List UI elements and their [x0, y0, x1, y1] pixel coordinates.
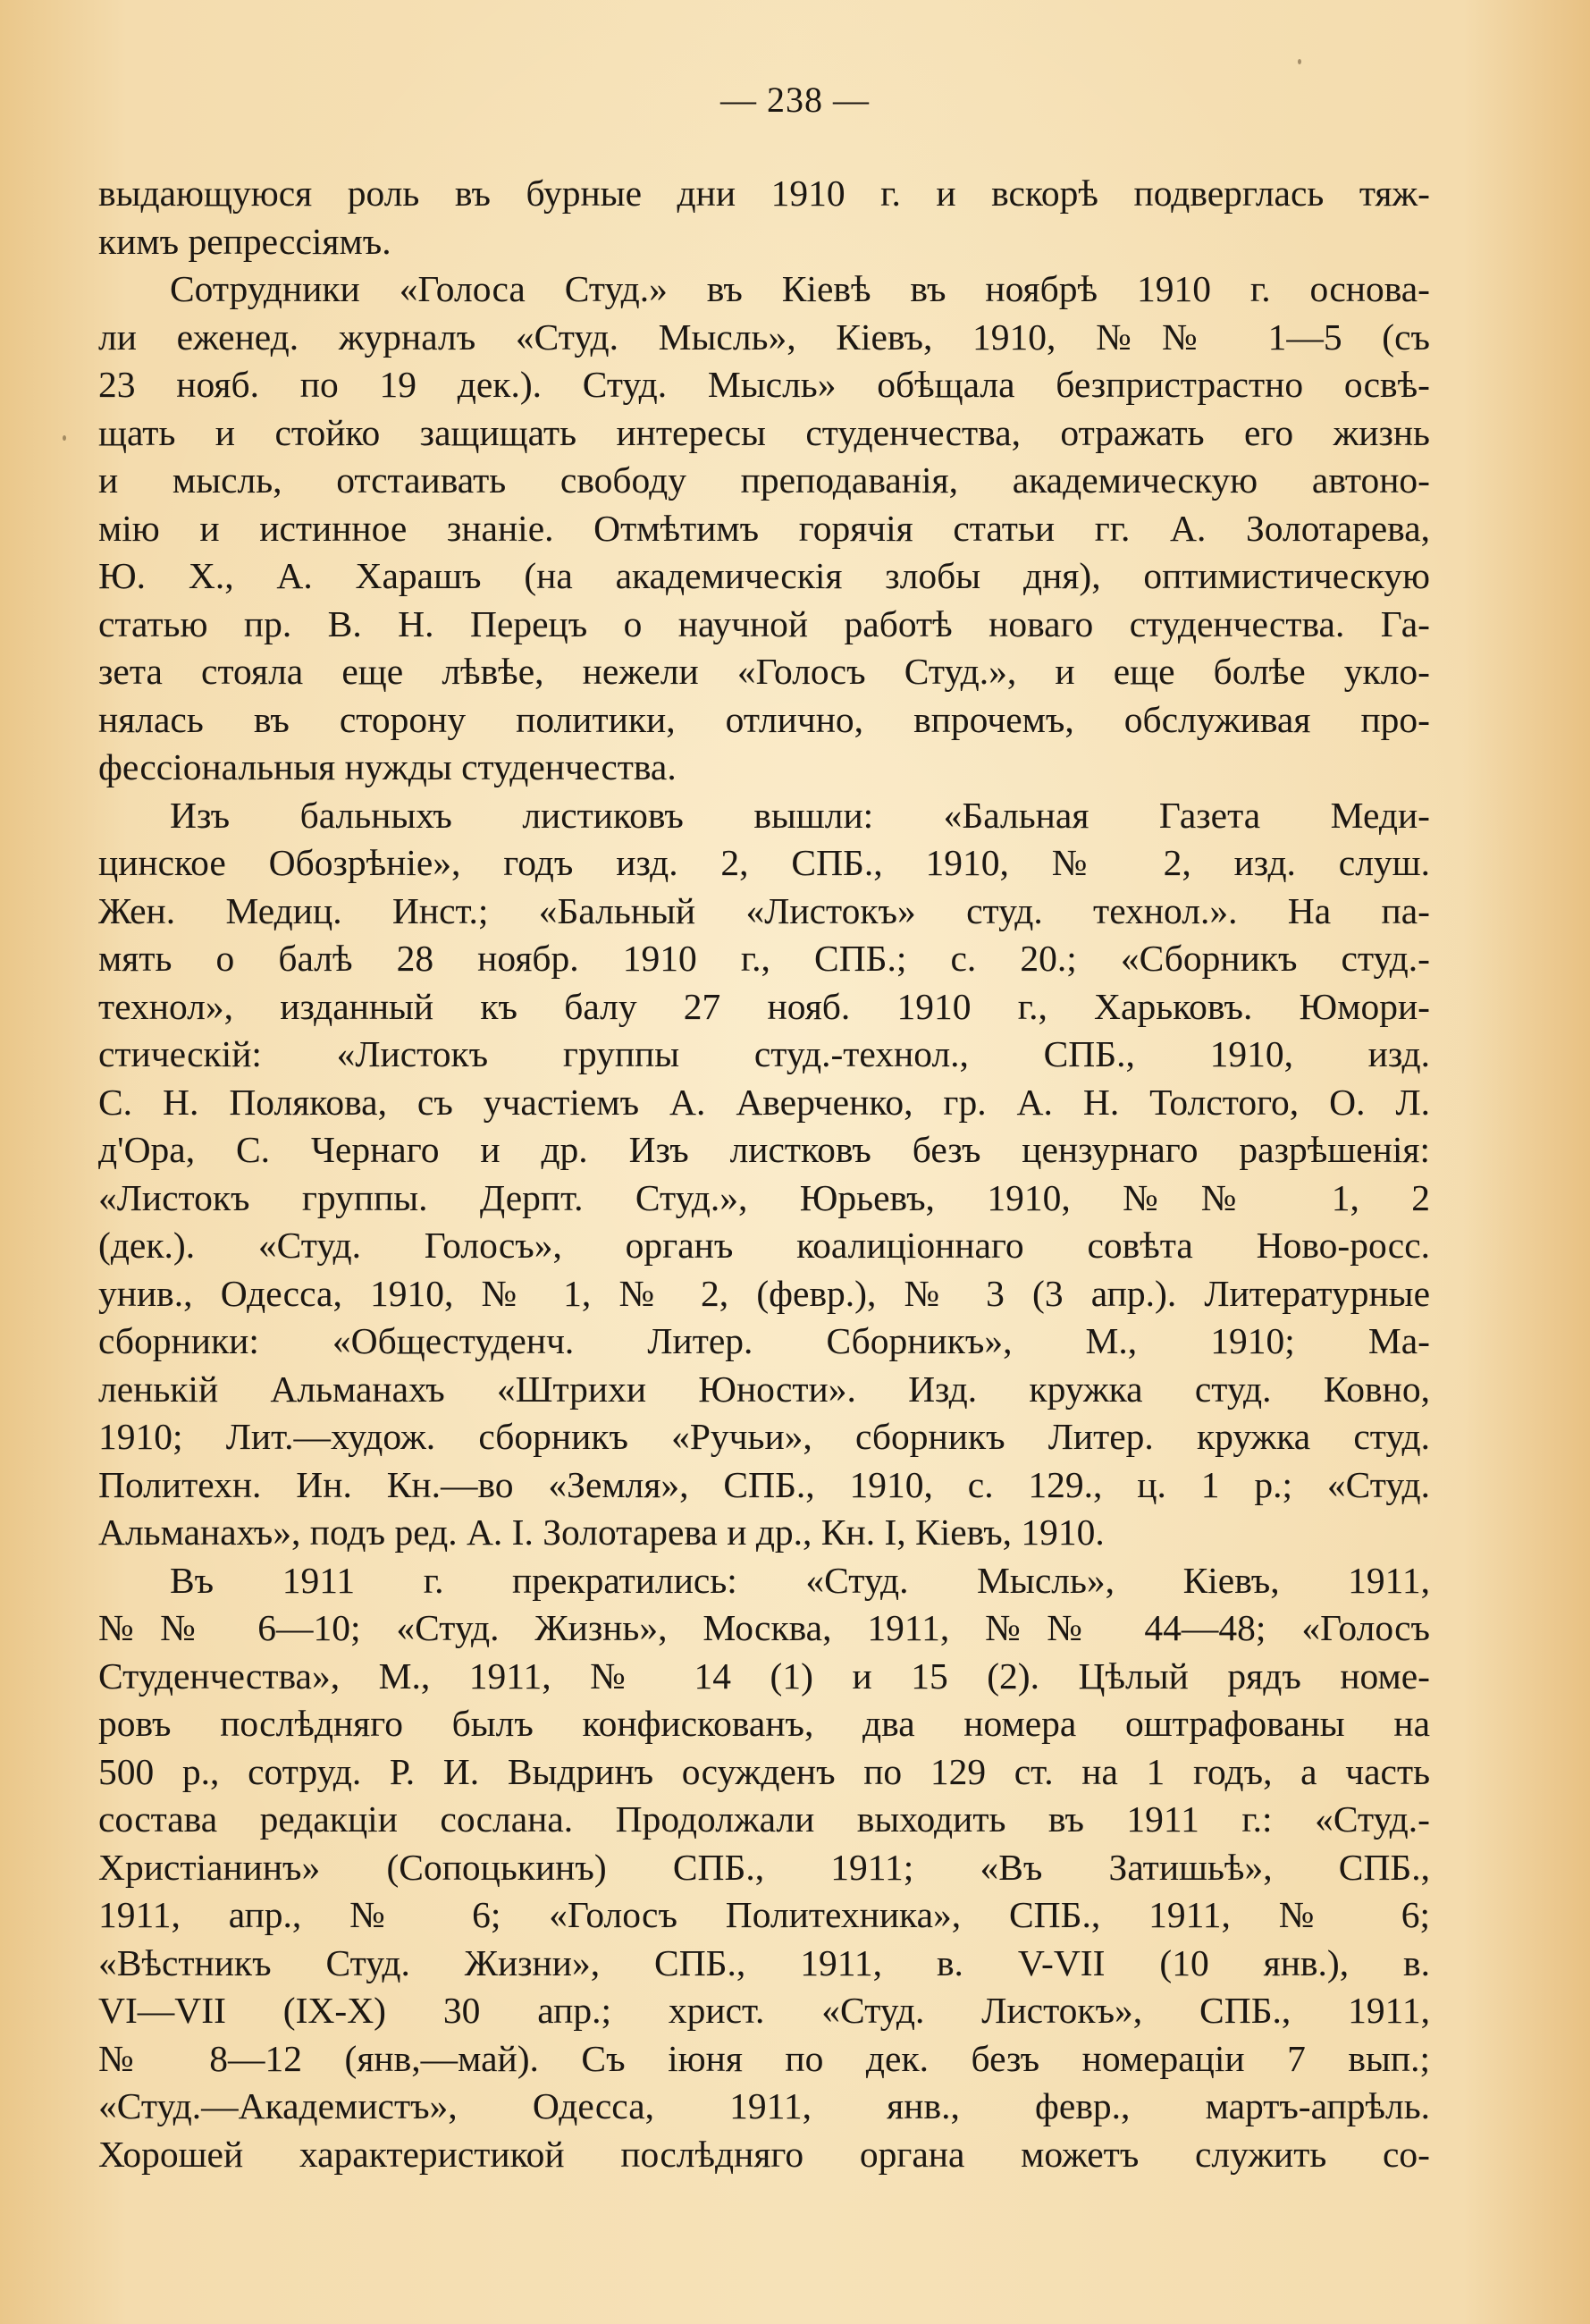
text-line: «Студ.—Академистъ», Одесса, 1911, янв., февр., мартъ-апрѣль.	[98, 2085, 1430, 2126]
text-line: 1911, апр., № 6; «Голосъ Политехника», СПБ., 1911, № 6;	[98, 1894, 1430, 1935]
text-line: Студенчества», М., 1911, № 14 (1) и 15 (2). Цѣлый рядъ номе-	[98, 1655, 1430, 1697]
ink-speck	[1298, 59, 1301, 64]
text-line: Политехн. Ин. Кн.—во «Земля», СПБ., 1910, с. 129., ц. 1 р.; «Студ.	[98, 1463, 1430, 1505]
page-number: — 238 —	[720, 80, 870, 120]
text-line: унив., Одесса, 1910, № 1, № 2, (февр.), № 3 (3 апр.). Литературные	[98, 1272, 1430, 1314]
text-line: Хорошей характеристикой послѣдняго органа можетъ служить со-	[98, 2133, 1430, 2175]
text-line: Христіанинъ» (Сопоцькинъ) СПБ., 1911; «Въ Затишьѣ», СПБ.,	[98, 1846, 1430, 1888]
text-line: статью пр. В. Н. Перецъ о научной работѣ новаго студенчества. Га-	[98, 602, 1430, 644]
text-line: мять о балѣ 28 ноябр. 1910 г., СПБ.; с. 20.; «Сборникъ студ.-	[98, 938, 1430, 979]
text-line: (дек.). «Студ. Голосъ», органъ коалиціоннаго совѣта Ново-росс.	[98, 1225, 1430, 1266]
text-line: 1910; Лит.—худож. сборникъ «Ручьи», сборникъ Литер. кружка студ.	[98, 1416, 1430, 1457]
text-line: №№ 6—10; «Студ. Жизнь», Москва, 1911, №№ 44—48; «Голосъ	[98, 1607, 1430, 1648]
text-line: Въ 1911 г. прекратились: «Студ. Мысль», Кіевъ, 1911,	[170, 1559, 1430, 1601]
text-line: № 8—12 (янв,—май). Съ іюня по дек. безъ номераціи 7 вып.;	[98, 2037, 1430, 2079]
text-line: кимъ репрессіямъ.	[98, 220, 391, 262]
text-line: Изъ бальныхъ листиковъ вышли: «Бальная Газета Меди-	[170, 794, 1430, 836]
body-text	[98, 170, 1430, 2178]
text-line: ли еженед. журналъ «Студ. Мысль», Кіевъ, 1910, №№ 1—5 (съ	[98, 316, 1430, 358]
text-line: «Листокъ группы. Дерпт. Студ.», Юрьевъ, 1910, №№ 1, 2	[98, 1176, 1430, 1218]
text-line: Жен. Медиц. Инст.; «Бальный «Листокъ» студ. технол.». На па-	[98, 889, 1430, 931]
text-line: щать и стойко защищать интересы студенчества, отражать его жизнь	[98, 411, 1430, 453]
text-line: Сотрудники «Голоса Студ.» въ Кіевѣ въ ноябрѣ 1910 г. основа-	[170, 268, 1430, 309]
text-line: мію и истинное знаніе. Отмѣтимъ горячія статьи гг. А. Золотарева,	[98, 507, 1430, 549]
text-line: 23 нояб. по 19 дек.). Студ. Мысль» обѣщала безпристрастно освѣ-	[98, 364, 1430, 405]
text-line: VI—VII (IX-X) 30 апр.; христ. «Студ. Листокъ», СПБ., 1911,	[98, 1990, 1430, 2031]
text-line: и мысль, отстаивать свободу преподаванія, академическую автоно-	[98, 459, 1430, 501]
text-line: нялась въ сторону политики, отлично, впрочемъ, обслуживая про-	[98, 698, 1430, 740]
text-line: Ю. Х., А. Харашъ (на академическія злобы дня), оптимистическую	[98, 555, 1430, 596]
text-line: выдающуюся роль въ бурные дни 1910 г. и вскорѣ подверглась тяж-	[98, 173, 1430, 214]
text-line: фессіональныя нужды студенчества.	[98, 746, 677, 787]
text-line: зета стояла еще лѣвѣе, нежели «Голосъ Студ.», и еще болѣе укло-	[98, 651, 1430, 692]
text-line: ленькій Альманахъ «Штрихи Юности». Изд. кружка студ. Ковно,	[98, 1368, 1430, 1410]
text-line: «Вѣстникъ Студ. Жизни», СПБ., 1911, в. V-VII (10 янв.), в.	[98, 1941, 1430, 1983]
text-line: сборники: «Общестуденч. Литер. Сборникъ», М., 1910; Ма-	[98, 1320, 1430, 1361]
text-line: стическій: «Листокъ группы студ.-технол., СПБ., 1910, изд.	[98, 1033, 1430, 1074]
ink-speck	[63, 435, 66, 441]
text-line: цинское Обозрѣніе», годъ изд. 2, СПБ., 1910, № 2, изд. слуш.	[98, 842, 1430, 883]
text-line: 500 р., сотруд. Р. И. Выдринъ осужденъ по 129 ст. на 1 годъ, а часть	[98, 1750, 1430, 1792]
text-line: состава редакціи сослана. Продолжали выходить въ 1911 г.: «Студ.-	[98, 1798, 1430, 1840]
text-line: ровъ послѣдняго былъ конфискованъ, два номера оштрафованы на	[98, 1703, 1430, 1744]
text-line: С. Н. Полякова, съ участіемъ А. Аверченко, гр. А. Н. Толстого, О. Л.	[98, 1081, 1430, 1123]
text-line: технол», изданный къ балу 27 нояб. 1910 г., Харьковъ. Юмори-	[98, 985, 1430, 1027]
text-line: Альманахъ», подъ ред. А. І. Золотарева и др., Кн. І, Кіевъ, 1910.	[98, 1511, 1105, 1553]
text-line: д'Ора, С. Чернаго и др. Изъ листковъ безъ цензурнаго разрѣшенія:	[98, 1129, 1430, 1170]
